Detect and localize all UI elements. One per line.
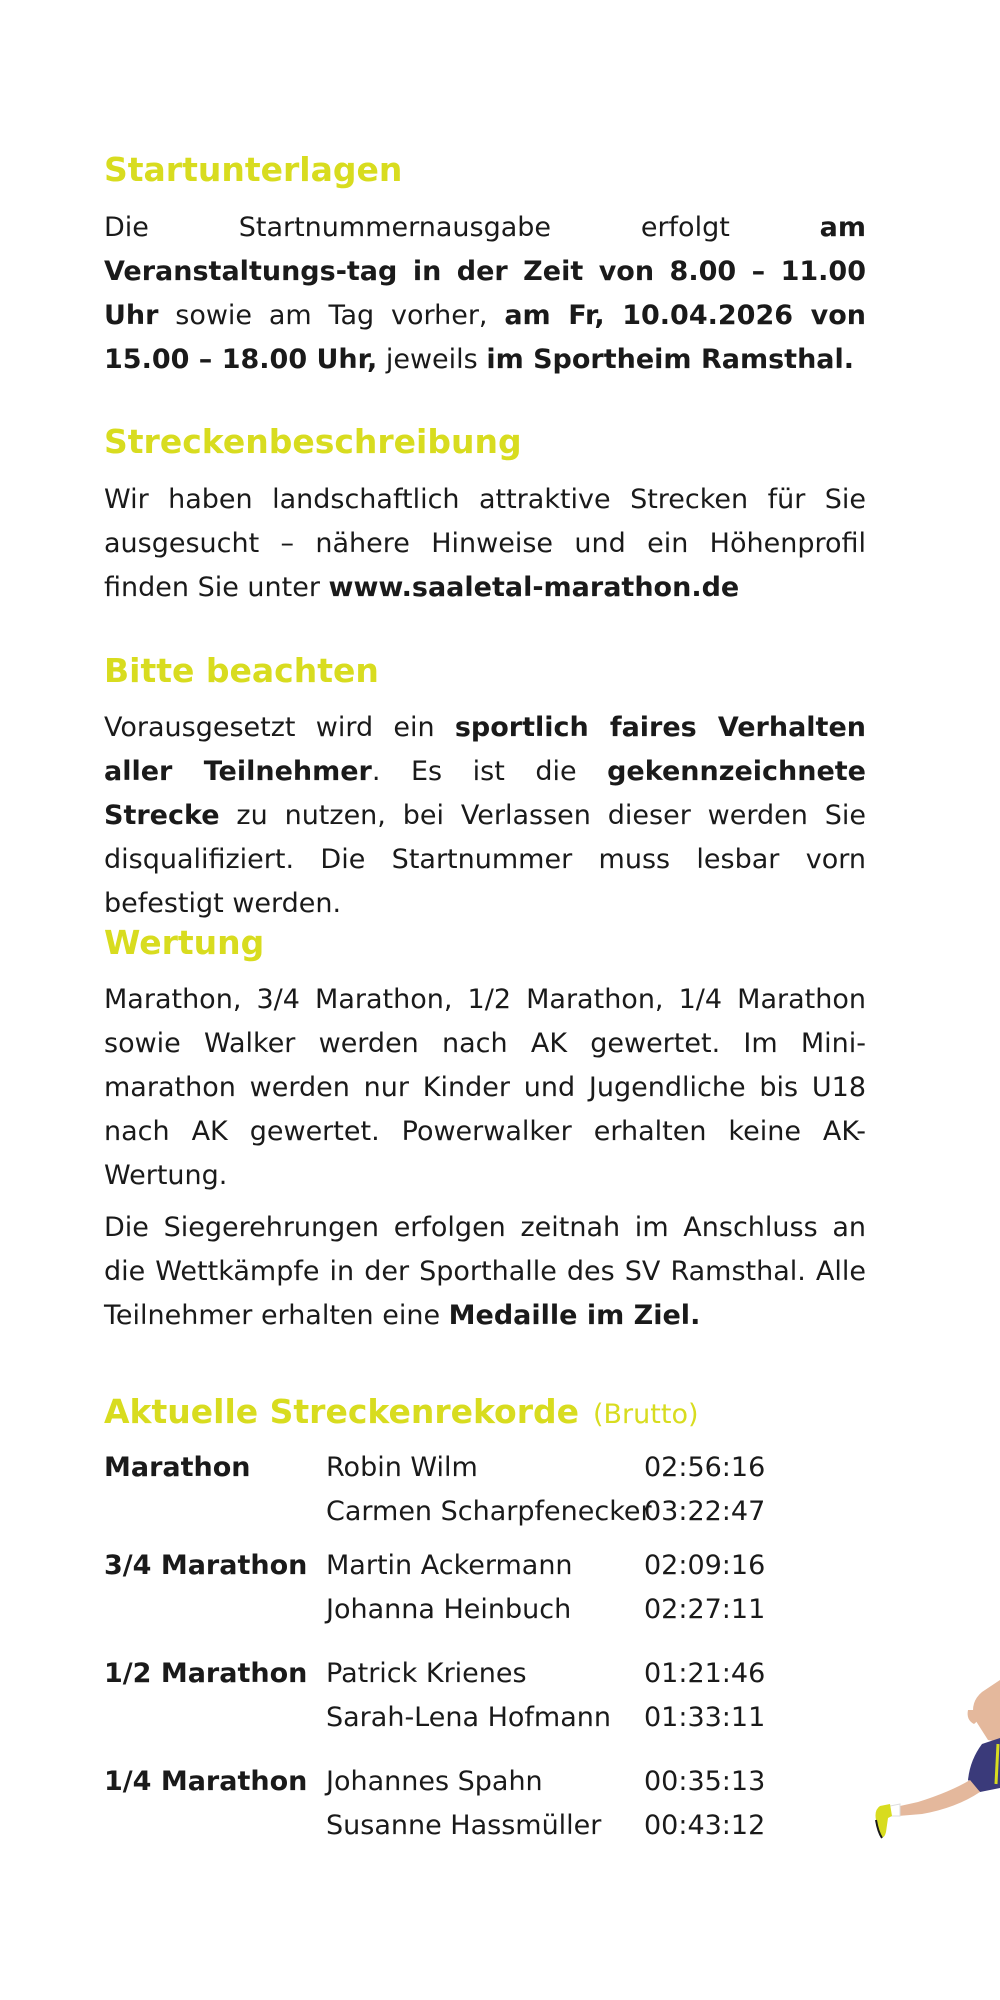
record-time: 02:27:11 <box>644 1594 766 1625</box>
record-time: 03:22:47 <box>644 1496 766 1527</box>
heading-streckenrekorde-subtitle: (Brutto) <box>593 1399 699 1430</box>
record-time: 02:09:16 <box>644 1550 766 1581</box>
heading-startunterlagen: Startunterlagen <box>104 150 403 189</box>
record-category: 1/2 Marathon <box>104 1658 308 1689</box>
record-time: 00:35:13 <box>644 1766 766 1797</box>
heading-streckenrekorde: Aktuelle Streckenrekorde (Brutto) <box>104 1392 699 1431</box>
paragraph-startunterlagen: Die Startnummernausgabe erfolgt am Veranstaltungs-tag in der Zeit von 8.00 – 11.00 Uhr sowie am Tag vorher, am Fr, 10.04.2026 von 15.00 – 18.00 Uhr, jeweils im Sportheim Ramsthal. <box>104 212 866 375</box>
record-name: Sarah-Lena Hofmann <box>326 1702 612 1733</box>
table-row <box>104 1804 866 1848</box>
paragraph-bitte-beachten: Vorausgesetzt wird ein sportlich faires Verhalten aller Teilnehmer. Es ist die gekennzeichnete Strecke zu nutzen, bei Verlassen dieser werden Sie disqualifiziert. Die Startnummer muss lesbar vorn befestigt werden. <box>104 712 866 919</box>
record-category: 3/4 Marathon <box>104 1550 308 1581</box>
record-time: 01:33:11 <box>644 1702 766 1733</box>
table-row <box>104 1760 866 1804</box>
table-row <box>104 1696 866 1740</box>
record-category: Marathon <box>104 1452 251 1483</box>
record-time: 02:56:16 <box>644 1452 766 1483</box>
record-name: Johannes Spahn <box>326 1766 543 1797</box>
table-row <box>104 1652 866 1696</box>
record-name: Patrick Krienes <box>326 1658 527 1689</box>
website-link[interactable]: www.saaletal-marathon.de <box>328 572 740 603</box>
runner-leg <box>898 1780 980 1816</box>
table-row <box>104 1490 866 1534</box>
record-time: 00:43:12 <box>644 1810 766 1841</box>
table-row <box>104 1446 866 1490</box>
record-category: 1/4 Marathon <box>104 1766 308 1797</box>
runner-shoe <box>876 1804 893 1837</box>
paragraph-wertung-2: Die Siegerehrungen erfolgen zeitnah im Anschluss an die Wettkämpfe in der Sporthalle des SV Ramsthal. Alle Teilnehmer erhalten eine Medaille im Ziel. <box>104 1212 866 1331</box>
record-name: Susanne Hassmüller <box>326 1810 602 1841</box>
paragraph-wertung-1: Marathon, 3/4 Marathon, 1/2 Marathon, 1/4 Marathon sowie Walker werden nach AK gewertet. Im Mini-marathon werden nur Kinder und Jugendliche bis U18 nach AK gewertet. Powerwalker erhalten keine AK-Wertung. <box>104 984 866 1191</box>
runner-shorts-stripe <box>996 1744 998 1784</box>
record-name: Robin Wilm <box>326 1452 478 1483</box>
table-row <box>104 1544 866 1588</box>
record-time: 01:21:46 <box>644 1658 766 1689</box>
heading-wertung: Wertung <box>104 923 265 962</box>
record-name: Johanna Heinbuch <box>326 1594 572 1625</box>
record-name: Carmen Scharpfenecker <box>326 1496 652 1527</box>
record-name: Martin Ackermann <box>326 1550 573 1581</box>
heading-bitte-beachten: Bitte beachten <box>104 651 379 690</box>
heading-streckenbeschreibung: Streckenbeschreibung <box>104 422 522 461</box>
paragraph-streckenbeschreibung: Wir haben landschaftlich attraktive Strecken für Sie ausgesucht – nähere Hinweise und ein Höhenprofil finden Sie unter www.saaletal-marathon.de <box>104 484 866 603</box>
runner-illustration <box>870 1680 1000 2000</box>
table-row <box>104 1588 866 1632</box>
